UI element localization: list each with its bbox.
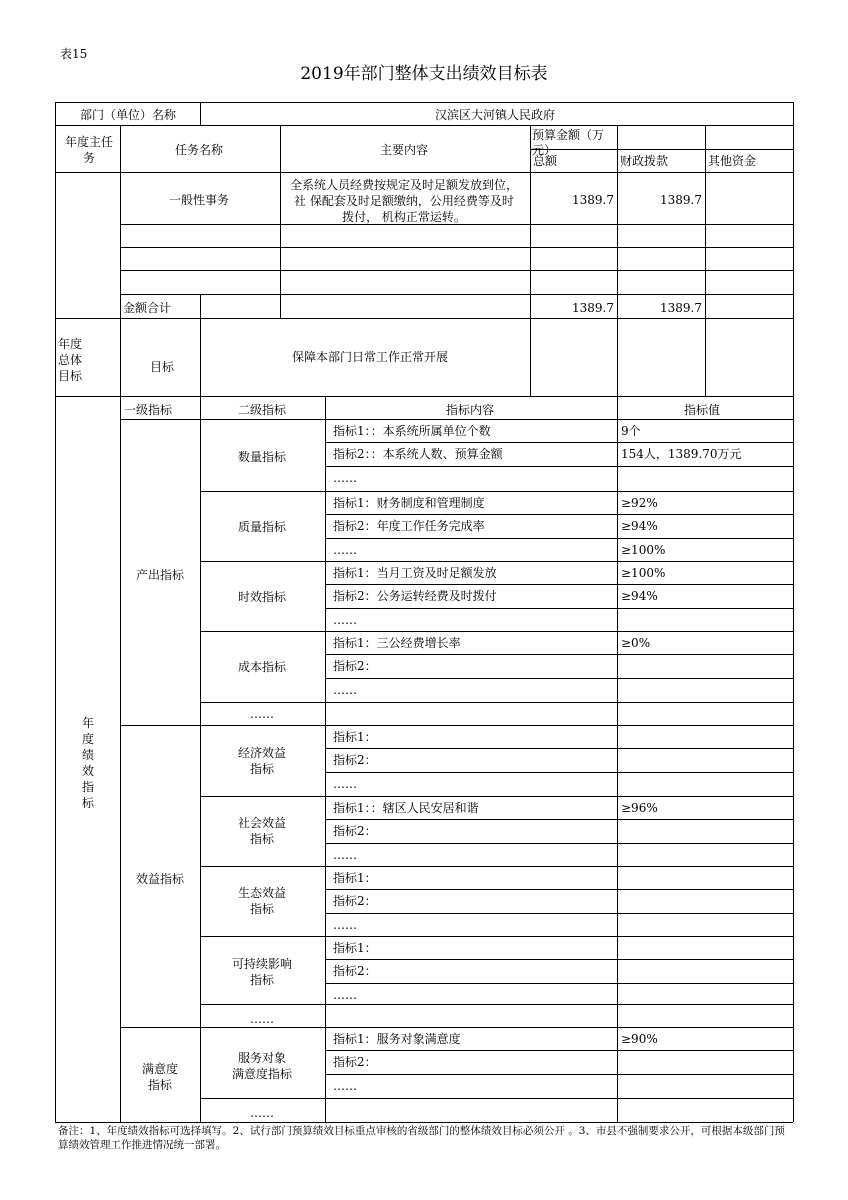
indicator-content: 指标2：公务运转经费及时拨付 — [333, 589, 497, 604]
goal-row-label-2: 总体 — [58, 353, 83, 367]
grid-hline — [200, 561, 793, 562]
goal-row-label-3: 目标 — [58, 369, 83, 383]
grid-hline — [200, 936, 793, 937]
main-content-header: 主要内容 — [379, 143, 429, 157]
grid-hline — [120, 725, 793, 726]
indicator-content: 指标2： — [333, 824, 377, 839]
grid-hline — [325, 678, 793, 679]
grid-hline — [325, 983, 793, 984]
grid-hline — [200, 491, 793, 492]
goal-label: 目标 — [149, 360, 175, 374]
level1-benefit: 效益指标 — [135, 872, 185, 886]
indicator-content: 指标1：三公经费增长率 — [333, 636, 461, 650]
level2-benefit-dots: …… — [250, 1012, 274, 1026]
level2-service-1: 服务对象 — [237, 1051, 287, 1065]
perf-h4: 指标值 — [683, 403, 721, 417]
indicator-value: ≥94% — [621, 519, 658, 534]
table-bottom-border — [55, 1122, 793, 1123]
dept-value: 汉滨区大河镇人民政府 — [434, 108, 556, 122]
grid-vline — [617, 396, 618, 1122]
grid-hline — [120, 294, 793, 295]
note-line1: 备注：1、年度绩效指标可选择填写。2、试行部门预算绩效目标重点审核的省级部门的整体绩效目标必须公开 。3、市县不强制要求公开，可根据本级部门预 — [58, 1125, 785, 1137]
perf-row-label-5: 指 — [81, 780, 95, 794]
grid-hline — [120, 224, 793, 225]
indicator-content: …… — [333, 847, 357, 862]
indicator-content: 指标1：：本系统所属单位个数 — [333, 424, 491, 438]
level1-output: 产出指标 — [135, 568, 185, 582]
table-left-border — [55, 102, 56, 1122]
table-number: 表15 — [60, 47, 88, 61]
level2-cost: 成本指标 — [237, 660, 287, 674]
grid-hline — [55, 125, 793, 126]
level2-satisfaction-dots: …… — [250, 1106, 274, 1120]
budget-header-clip — [532, 128, 614, 157]
grid-vline — [705, 125, 706, 396]
indicator-content: 指标1： — [333, 871, 377, 885]
task-content-line1: 全系统人员经费按规定及时足额发放到位， — [289, 178, 519, 192]
indicator-content: 指标1：财务制度和管理制度 — [333, 496, 485, 510]
grid-hline — [325, 889, 793, 890]
indicator-value: ≥90% — [621, 1032, 658, 1046]
task-total: 1389.7 — [572, 193, 614, 207]
annual-task-header: 年度主任务 — [64, 135, 113, 165]
grid-hline — [325, 466, 793, 467]
fiscal-header: 财政拨款 — [620, 154, 669, 168]
indicator-content: …… — [333, 470, 357, 485]
level1-satisfaction-2: 指标 — [147, 1078, 173, 1092]
level2-social-2: 指标 — [249, 832, 275, 846]
level2-social-1: 社会效益 — [237, 816, 287, 830]
indicator-content: 指标2： — [333, 894, 377, 909]
indicator-content: …… — [333, 776, 357, 791]
indicator-content: 指标1：服务对象满意度 — [333, 1032, 461, 1046]
perf-h3: 指标内容 — [445, 403, 495, 417]
grid-vline — [325, 396, 326, 1122]
note-line2: 算绩效管理工作推进情况统一部署。 — [58, 1139, 226, 1151]
level2-quantity: 数量指标 — [237, 450, 287, 464]
level2-service-2: 满意度指标 — [231, 1067, 293, 1081]
grid-hline — [325, 843, 793, 844]
other-header: 其他资金 — [708, 154, 757, 168]
indicator-content: …… — [333, 542, 357, 557]
indicator-content: 指标2：年度工作任务完成率 — [333, 519, 485, 534]
grid-hline — [325, 748, 793, 749]
sum-fiscal: 1389.7 — [660, 301, 702, 315]
task-content-line3: 拨付， 机构正常运转。 — [342, 210, 466, 224]
grid-hline — [325, 608, 793, 609]
level2-sustainable-1: 可持续影响 — [231, 957, 293, 971]
grid-vline — [120, 125, 121, 318]
grid-hline — [325, 1050, 793, 1051]
perf-row-label-4: 效 — [81, 764, 95, 778]
dept-label: 部门（单位）名称 — [79, 108, 177, 122]
indicator-content: 指标2： — [333, 1055, 377, 1070]
grid-hline — [325, 654, 793, 655]
indicator-content: 指标1： — [333, 941, 377, 955]
indicator-value: ≥100% — [621, 566, 666, 580]
sum-label: 金额合计 — [123, 301, 172, 315]
grid-hline — [325, 538, 793, 539]
table-top-border — [55, 102, 793, 103]
grid-vline — [200, 396, 201, 1122]
indicator-content: …… — [333, 987, 357, 1002]
grid-vline — [280, 125, 281, 294]
table-right-border — [793, 102, 794, 1122]
grid-hline — [120, 270, 793, 271]
grid-vline — [280, 294, 281, 318]
grid-vline — [617, 125, 618, 396]
grid-hline — [200, 702, 793, 703]
level2-economic-1: 经济效益 — [237, 746, 287, 760]
indicator-content: 指标1： — [333, 730, 377, 744]
goal-row-label-1: 年度 — [58, 337, 83, 351]
indicator-value: ≥0% — [621, 636, 651, 650]
level2-ecological-1: 生态效益 — [237, 886, 287, 900]
grid-vline — [120, 396, 121, 1122]
indicator-value: 9个 — [621, 424, 641, 438]
goal-content: 保障本部门日常工作正常开展 — [291, 350, 449, 364]
level2-economic-2: 指标 — [249, 762, 275, 776]
indicator-content: …… — [333, 917, 357, 932]
task-fiscal: 1389.7 — [660, 193, 702, 207]
indicator-value: ≥100% — [621, 542, 666, 557]
perf-row-label-1: 年 — [81, 716, 95, 730]
perf-h2: 二级指标 — [237, 403, 287, 417]
grid-vline — [200, 318, 201, 396]
level2-sustainable-2: 指标 — [249, 973, 275, 987]
level1-satisfaction-1: 满意度 — [141, 1062, 179, 1076]
indicator-content: 指标2：：本系统人数、预算金额 — [333, 447, 503, 462]
grid-vline — [200, 294, 201, 318]
grid-hline — [120, 1027, 793, 1028]
indicator-content: …… — [333, 682, 357, 697]
indicator-value: ≥94% — [621, 589, 658, 604]
grid-hline — [200, 631, 793, 632]
grid-hline — [55, 172, 793, 173]
indicator-content: 指标2： — [333, 659, 377, 674]
indicator-content: …… — [333, 612, 357, 627]
grid-hline — [325, 913, 793, 914]
indicator-value: ≥92% — [621, 496, 658, 510]
grid-hline — [325, 1074, 793, 1075]
indicator-value: ≥96% — [621, 801, 658, 815]
indicator-value: 154人，1389.70万元 — [621, 447, 742, 462]
indicator-content: 指标1：当月工资及时足额发放 — [333, 566, 497, 580]
grid-hline — [325, 772, 793, 773]
level2-output-dots: …… — [250, 707, 274, 721]
grid-hline — [55, 318, 793, 319]
task-content-line2: 社 保配套及时足额缴纳，公用经费等及时 — [294, 194, 514, 208]
indicator-content: …… — [333, 1078, 357, 1093]
budget-header: 预算金额（万元） — [532, 128, 605, 157]
grid-hline — [325, 514, 793, 515]
level2-quality: 质量指标 — [237, 520, 287, 534]
perf-row-label-3: 绩 — [81, 748, 95, 762]
grid-hline — [120, 419, 793, 420]
grid-hline — [325, 959, 793, 960]
grid-hline — [200, 1098, 793, 1099]
grid-vline — [200, 102, 201, 125]
perf-h1: 一级指标 — [123, 403, 173, 417]
grid-hline — [200, 796, 793, 797]
grid-hline — [200, 866, 793, 867]
indicator-content: 指标1：：辖区人民安居和谐 — [333, 801, 479, 815]
total-header: 总额 — [533, 154, 558, 168]
indicator-content: 指标2： — [333, 964, 377, 979]
grid-vline — [530, 125, 531, 396]
perf-row-label-6: 标 — [81, 796, 95, 810]
indicator-content: 指标2： — [333, 753, 377, 768]
grid-hline — [55, 396, 793, 397]
task-name: 一般性事务 — [168, 193, 230, 207]
grid-hline — [325, 584, 793, 585]
perf-row-label-2: 度 — [81, 732, 95, 746]
task-name-header: 任务名称 — [174, 143, 224, 157]
level2-ecological-2: 指标 — [249, 902, 275, 916]
grid-hline — [325, 819, 793, 820]
sum-total: 1389.7 — [572, 301, 614, 315]
grid-hline — [200, 1004, 793, 1005]
grid-hline — [325, 442, 793, 443]
grid-vline — [120, 318, 121, 396]
page-title: 2019年部门整体支出绩效目标表 — [300, 64, 548, 84]
level2-timeliness: 时效指标 — [237, 590, 287, 604]
grid-hline — [120, 247, 793, 248]
